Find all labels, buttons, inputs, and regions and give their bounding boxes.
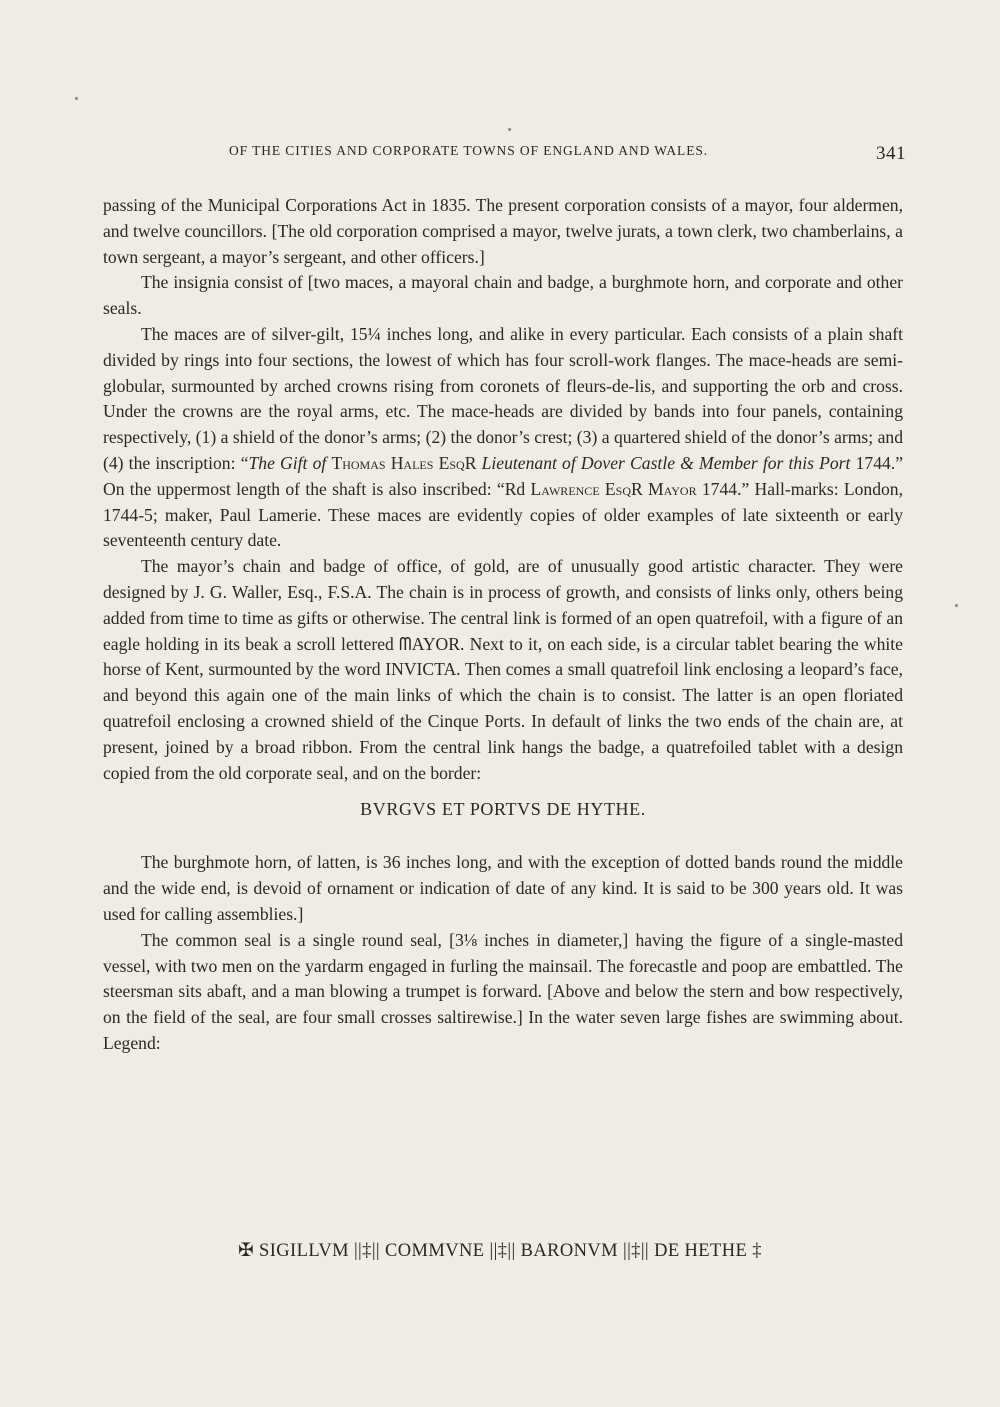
paragraph-3-smallcaps-2: Lawrence EsqR Mayor [530,478,697,499]
body-text [103,193,903,1057]
paragraph-3-part-1: The maces are of silver-gilt, 15¼ inches long, and alike in every particular. Each consists of a plain shaft divided by rings into four sections, the lowest of which has four scroll-work flanges. The mace-heads are semi-globular, surmounted by arched crowns rising from coronets of fleurs-de-lis, and supporting the orb and cross. Under the crowns are the royal arms, etc. The mace-heads are divided by bands into four panels, containing respectively, (1) a shield of the donor’s arms; (2) the donor’s crest; (3) a quartered shield of the donor’s arms; and (4) the inscription: “ [103,323,903,473]
running-title: OF THE CITIES AND CORPORATE TOWNS OF ENGLAND AND WALES. [229,143,709,158]
paper-speck [955,604,958,607]
paragraph-3-italic-1: The Gift of [248,452,327,473]
paragraph-3-italic-2: Lieutenant of Dover Castle & Member for this Port [481,452,851,473]
paragraph-3-part-3: 1744.” Hall-marks: London, 1744-5; maker, Paul Lamerie. These maces are evidently copies of older examples of late sixteenth or early seventeenth century date. [103,478,904,551]
paragraph-3-smallcaps-1: Thomas Hales EsqR [331,452,477,473]
badge-legend: BVRGVS ET PORTVS DE HYTHE. [360,799,646,820]
paragraph-3-part-2: 1744.” On the uppermost length of the shaft is also inscribed: “Rd [103,452,904,499]
paragraph-4: The mayor’s chain and badge of office, of gold, are of unusually good artistic character. They were designed by J. G. Waller, Esq., F.S.A. The chain is in process of growth, and consists of links only, others being added from time to time as gifts or otherwise. The central link is formed of an open quatrefoil, with a figure of an eagle holding in its beak a scroll lettered ᗰAYOR. Next to it, on each side, is a circular tablet bearing the white horse of Kent, surmounted by the word INVICTA. Then comes a small quatrefoil link enclosing a leopard’s face, and beyond this again one of the main links of which the chain is to consist. The latter is an open floriated quatrefoil enclosing a crowned shield of the Cinque Ports. In default of links the two ends of the chain are, at present, joined by a broad ribbon. From the central link hangs the badge, a quatrefoiled tablet with a design copied from the old corporate seal, and on the border: [103,556,903,783]
paragraph-6: The common seal is a single round seal, [3⅛ inches in diameter,] having the figure of a single-masted vessel, with two men on the yardarm engaged in furling the mainsail. The forecastle and poop are embattled. The steersman sits abaft, and a man blowing a trumpet is forward. [Above and below the stern and bow respectively, on the field of the seal, are four small crosses saltirewise.] In the water seven large fishes are swimming about. Legend: [103,929,903,1053]
paper-speck [508,128,511,131]
seal-legend: ✠ SIGILLVM ||‡|| COMMVNE ||‡|| BARONVM ||‡|| DE HETHE ‡ [238,1241,762,1261]
page-number: 341 [876,143,906,164]
spacer [103,828,903,850]
paragraph-2: The insignia consist of [two maces, a mayoral chain and badge, a burghmote horn, and corporate and other seals. [103,272,903,319]
paragraph-3 [103,322,903,554]
paragraph-5: The burghmote horn, of latten, is 36 inches long, and with the exception of dotted bands round the middle and the wide end, is devoid of ornament or indication of date of any kind. It is said to be 300 years old. It was used for calling assemblies.] [103,852,903,924]
paper-speck [75,97,78,100]
paragraph-1: passing of the Municipal Corporations Act in 1835. The present corporation consists of a mayor, four aldermen, and twelve councillors. [The old corporation comprised a mayor, twelve jurats, a town clerk, two chamberlains, a town sergeant, a mayor’s sergeant, and other officers.] [103,195,903,267]
